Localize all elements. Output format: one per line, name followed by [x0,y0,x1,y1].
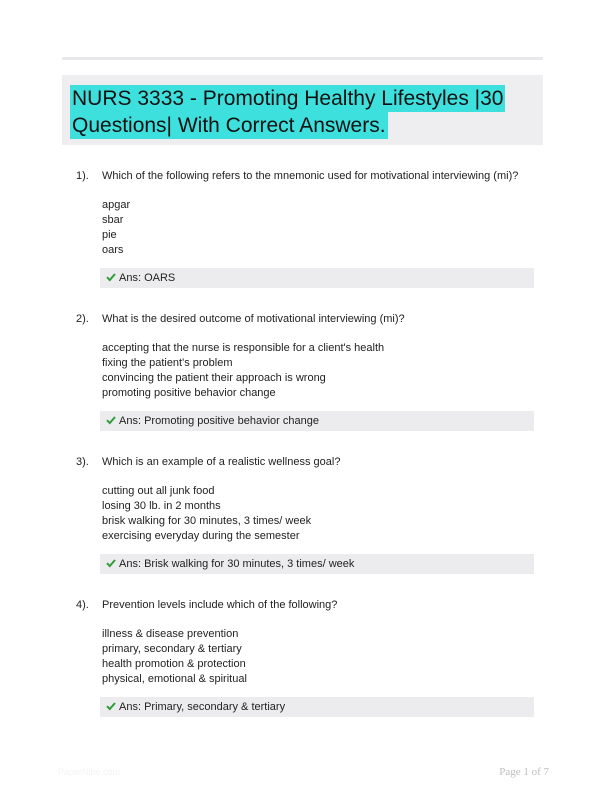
top-divider [62,57,543,60]
option: health promotion & protection [102,658,246,670]
option: oars [102,244,124,256]
option: apgar [102,199,131,211]
answer-text: Ans: Brisk walking for 30 minutes, 3 times/ week [119,558,355,570]
answer-box [100,697,534,717]
answer-box [100,411,534,431]
option: brisk walking for 30 minutes, 3 times/ week [102,515,312,527]
option: illness & disease prevention [102,628,239,640]
question-number: 2). [76,313,89,325]
check-icon [106,272,116,282]
question-number: 1). [76,170,89,182]
question-text: Prevention levels include which of the following? [102,599,338,611]
footer-watermark: PaperNibe.com [58,767,121,777]
option: physical, emotional & spiritual [102,673,247,685]
option: accepting that the nurse is responsible for a client's health [102,342,385,354]
document-title [70,85,535,139]
option-list [102,198,130,258]
answer-text: Ans: OARS [119,272,176,284]
question-text: What is the desired outcome of motivational interviewing (mi)? [102,313,405,325]
question-number: 4). [76,599,89,611]
option-list [102,341,384,401]
answer-box [100,268,534,288]
option-list [102,627,247,687]
answer-text: Ans: Primary, secondary & tertiary [119,701,286,713]
question-number: 3). [76,456,89,468]
check-icon [106,701,116,711]
check-icon [106,415,116,425]
option: primary, secondary & tertiary [102,643,242,655]
option: convincing the patient their approach is wrong [102,372,326,384]
answer-box [100,554,534,574]
option: losing 30 lb. in 2 months [102,500,221,512]
question-text: Which of the following refers to the mnemonic used for motivational interviewing (mi)? [102,170,519,182]
option: promoting positive behavior change [102,387,276,399]
option: exercising everyday during the semester [102,530,300,542]
option: pie [102,229,117,241]
page-number: Page 1 of 7 [499,766,549,778]
check-icon [106,558,116,568]
option-list [102,484,311,544]
option: sbar [102,214,124,226]
title-box [62,75,543,145]
answer-text: Ans: Promoting positive behavior change [119,415,319,427]
question-text: Which is an example of a realistic wellness goal? [102,456,341,468]
document-title-text: NURS 3333 - Promoting Healthy Lifestyles |30 Questions| With Correct Answers. [72,87,504,137]
option: cutting out all junk food [102,485,215,497]
option: fixing the patient's problem [102,357,233,369]
